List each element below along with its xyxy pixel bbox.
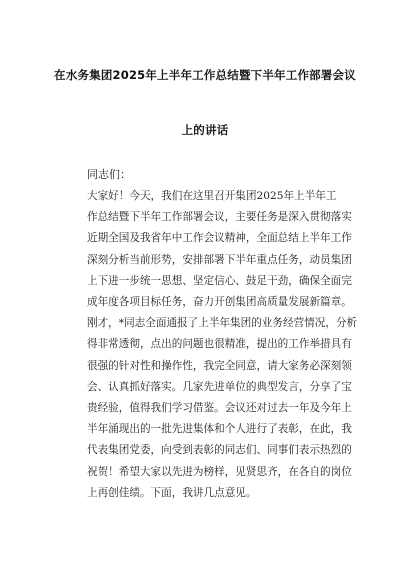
speech-title-line-2: 上的讲话	[181, 123, 229, 137]
body-line: 大家好！今天，我们在这里召开集团2025年上半年工	[87, 190, 337, 202]
body-line: 作总结暨下半年工作部署会议，主要任务是深入贯彻落实	[87, 211, 352, 224]
body-line: 祝贺！希望大家以先进为榜样，见贤思齐，在各自的岗位	[87, 465, 352, 478]
body-line: 很强的针对性和操作性，我完全同意，请大家务必深刻领	[87, 359, 352, 372]
body-line: 成年度各项目标任务，奋力开创集团高质量发展新篇章。	[87, 296, 352, 309]
body-line: 上下进一步统一思想、坚定信心、鼓足干劲，确保全面完	[87, 274, 352, 287]
body-line: 刚才，*同志全面通报了上半年集团的业务经营情况，分析	[87, 317, 358, 330]
body-line: 上再创佳绩。下面，我讲几点意见。	[87, 486, 257, 499]
body-line: 近期全国及我省年中工作会议精神，全面总结上半年工作	[87, 232, 352, 245]
body-line: 会、认真抓好落实。几家先进单位的典型发言，分享了宝	[87, 380, 352, 393]
salutation: 同志们：	[87, 168, 131, 181]
body-line: 代表集团党委，向受到表彰的同志们、同事们表示热烈的	[87, 444, 352, 457]
body-line: 半年涌现出的一批先进集体和个人进行了表彰，在此，我	[87, 423, 352, 436]
body-line: 得非常透彻，点出的问题也很精准，提出的工作举措具有	[87, 338, 352, 351]
speech-body-paragraph	[87, 186, 358, 504]
body-line: 贵经验，值得我们学习借鉴。会议还对过去一年及今年上	[87, 402, 352, 415]
speech-title-line-1: 在水务集团2025年上半年工作总结暨下半年工作部署会议	[54, 68, 356, 82]
body-line: 深刻分析当前形势，安排部署下半年重点任务，动员集团	[87, 253, 352, 266]
